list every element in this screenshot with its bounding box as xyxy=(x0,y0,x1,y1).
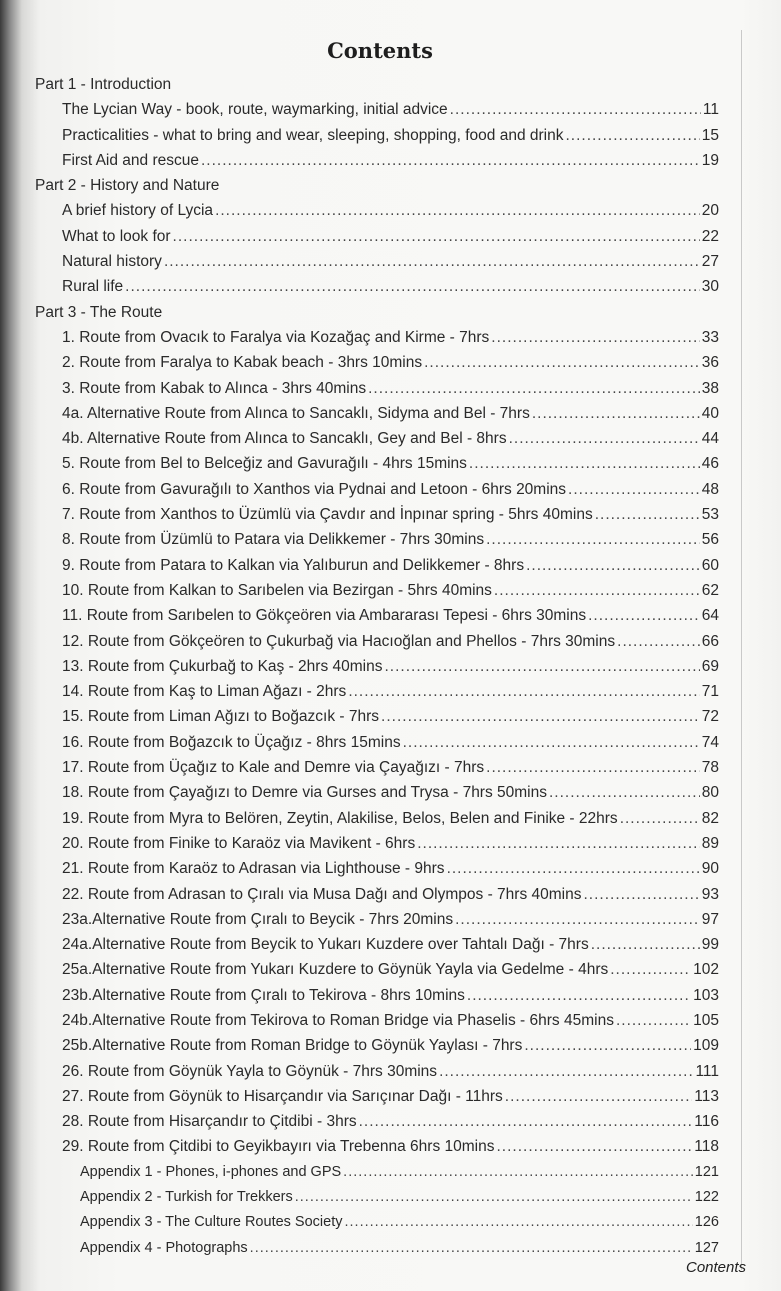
dot-leader xyxy=(439,1059,693,1084)
dot-leader xyxy=(295,1185,693,1210)
toc-entry-label: 19. Route from Myra to Belören, Zeytin, Alakilise, Belos, Belen and Finike - 22hrs xyxy=(62,809,618,827)
toc-page-number: 53 xyxy=(701,506,719,524)
toc-entry-label: 17. Route from Üçağız to Kale and Demre via Çayağızı - 7hrs xyxy=(62,759,485,777)
toc-entry-label: Part 3 - The Route xyxy=(35,303,163,321)
toc-entry xyxy=(35,224,719,249)
toc-entry xyxy=(35,401,719,426)
running-footer: Contents xyxy=(686,1259,747,1276)
toc-entry-label: Natural history xyxy=(62,253,162,271)
toc-entry xyxy=(35,1210,719,1235)
toc-entry xyxy=(35,123,719,148)
toc-entry-label: 13. Route from Çukurbağ to Kaş - 2hrs 40mins xyxy=(62,657,383,675)
dot-leader xyxy=(450,97,701,122)
toc-entry xyxy=(35,755,719,780)
toc-page-number: 48 xyxy=(701,480,719,498)
toc-entry-label: A brief history of Lycia xyxy=(62,202,214,220)
toc-entry-label: 4a. Alternative Route from Alınca to Sancaklı, Sidyma and Bel - 7hrs xyxy=(62,404,530,422)
toc-page-number: 127 xyxy=(694,1239,719,1256)
toc-page-number: 46 xyxy=(701,455,719,473)
toc-entry xyxy=(35,198,719,223)
toc-part-heading xyxy=(35,173,719,198)
toc-entry-label: 18. Route from Çayağızı to Demre via Gurses and Trysa - 7hrs 50mins xyxy=(62,784,547,802)
dot-leader xyxy=(494,578,700,603)
toc-page-number: 89 xyxy=(701,834,719,852)
toc-entry xyxy=(35,603,719,628)
toc-entry xyxy=(35,477,719,502)
toc-entry-label: 20. Route from Finike to Karaöz via Mavikent - 6hrs xyxy=(62,834,416,852)
toc-entry xyxy=(35,1134,719,1159)
toc-entry xyxy=(35,856,719,881)
dot-leader xyxy=(345,1210,693,1235)
toc-entry xyxy=(35,1008,719,1033)
toc-entry-label: 28. Route from Hisarçandır to Çitdibi - 3hrs xyxy=(62,1113,357,1131)
toc-page-number: 93 xyxy=(701,885,719,903)
toc-entry-label: 23a.Alternative Route from Çıralı to Beycik - 7hrs 20mins xyxy=(62,910,454,928)
toc-entry xyxy=(35,780,719,805)
toc-entry xyxy=(35,679,719,704)
toc-entry-label: Appendix 3 - The Culture Routes Society xyxy=(80,1214,343,1231)
toc-page-number: 66 xyxy=(701,632,719,650)
toc-page-number: 122 xyxy=(694,1189,719,1206)
toc-entry-label: 24b.Alternative Route from Tekirova to Roman Bridge via Phaselis - 6hrs 45mins xyxy=(62,1011,614,1029)
dot-leader xyxy=(125,274,700,299)
toc-page-number: 71 xyxy=(701,683,719,701)
toc-entry-label: Part 1 - Introduction xyxy=(35,76,172,93)
toc-entry-label: 4b. Alternative Route from Alınca to Sancaklı, Gey and Bel - 8hrs xyxy=(62,430,507,448)
toc-entry-label: What to look for xyxy=(62,227,171,245)
toc-entry-label: Appendix 4 - Photographs xyxy=(80,1239,248,1256)
toc-entry-label: The Lycian Way - book, route, waymarking, initial advice xyxy=(62,101,448,119)
dot-leader xyxy=(583,882,699,907)
toc-entry xyxy=(35,97,719,122)
toc-entry xyxy=(35,932,719,957)
toc-page-number: 30 xyxy=(701,278,719,296)
toc-entry-label: 25b.Alternative Route from Roman Bridge to Göynük Yaylası - 7hrs xyxy=(62,1037,523,1055)
toc-page-number: 116 xyxy=(694,1113,719,1131)
toc-entry-label: 27. Route from Göynük to Hisarçandır via Sarıçınar Dağı - 11hrs xyxy=(62,1087,503,1105)
toc-page-number: 118 xyxy=(694,1138,719,1156)
page-edge-line xyxy=(741,30,742,1270)
toc-entry xyxy=(35,983,719,1008)
dot-leader xyxy=(549,780,700,805)
dot-leader xyxy=(524,1033,691,1058)
toc-page-number: 19 xyxy=(701,151,719,169)
toc-page-number: 90 xyxy=(701,860,719,878)
dot-leader xyxy=(595,502,700,527)
dot-leader xyxy=(455,907,700,932)
toc-entry xyxy=(35,451,719,476)
dot-leader xyxy=(469,451,700,476)
toc-entry xyxy=(35,629,719,654)
toc-page-number: 11 xyxy=(702,101,719,119)
toc-page-number: 111 xyxy=(695,1062,719,1080)
toc-entry xyxy=(35,148,719,173)
toc-page-number: 97 xyxy=(701,910,719,928)
toc-entry xyxy=(35,704,719,729)
toc-page-number: 121 xyxy=(694,1163,719,1180)
toc-entry-label: Practicalities - what to bring and wear, sleeping, shopping, food and drink xyxy=(62,126,564,144)
toc-entry-label: 7. Route from Xanthos to Üzümlü via Çavdır and İnpınar spring - 5hrs 40mins xyxy=(62,506,593,524)
toc-entry xyxy=(35,426,719,451)
toc-entry xyxy=(35,1185,719,1210)
toc-page-number: 27 xyxy=(701,253,719,271)
toc-page-number: 74 xyxy=(701,733,719,751)
dot-leader xyxy=(486,527,700,552)
toc-entry xyxy=(35,1059,719,1084)
toc-page-number: 64 xyxy=(701,607,719,625)
toc-entry xyxy=(35,957,719,982)
dot-leader xyxy=(509,426,700,451)
toc-page-number: 20 xyxy=(701,202,719,220)
toc-page-number: 109 xyxy=(693,1037,719,1055)
toc-entry-label: 29. Route from Çitdibi to Geyikbayırı via Trebenna 6hrs 10mins xyxy=(62,1138,495,1156)
toc-entry-label: 15. Route from Liman Ağızı to Boğazcık - 7hrs xyxy=(62,708,380,726)
toc-page-number: 69 xyxy=(701,657,719,675)
toc-entry-label: 16. Route from Boğazcık to Üçağız - 8hrs 15mins xyxy=(62,733,401,751)
toc-page-number: 72 xyxy=(701,708,719,726)
toc-entry xyxy=(35,376,719,401)
toc-page-number: 126 xyxy=(694,1214,719,1231)
dot-leader xyxy=(467,983,691,1008)
toc-entry-label: 12. Route from Gökçeören to Çukurbağ via Hacıoğlan and Phellos - 7hrs 30mins xyxy=(62,632,616,650)
toc-entry-label: 14. Route from Kaş to Liman Ağazı - 2hrs xyxy=(62,683,347,701)
toc-page-number: 78 xyxy=(701,759,719,777)
table-of-contents xyxy=(35,72,719,1261)
toc-entry-label: 23b.Alternative Route from Çıralı to Tekirova - 8hrs 10mins xyxy=(62,986,465,1004)
toc-entry xyxy=(35,730,719,755)
dot-leader xyxy=(526,553,700,578)
dot-leader xyxy=(617,629,700,654)
dot-leader xyxy=(491,325,699,350)
dot-leader xyxy=(215,198,700,223)
dot-leader xyxy=(381,704,700,729)
toc-entry xyxy=(35,907,719,932)
toc-page-number: 82 xyxy=(701,809,719,827)
toc-entry-label: 22. Route from Adrasan to Çıralı via Musa Dağı and Olympos - 7hrs 40mins xyxy=(62,885,582,903)
dot-leader xyxy=(417,831,700,856)
toc-entry xyxy=(35,350,719,375)
dot-leader xyxy=(424,350,700,375)
toc-entry xyxy=(35,806,719,831)
toc-entry-label: 24a.Alternative Route from Beycik to Yukarı Kuzdere over Tahtalı Dağı - 7hrs xyxy=(62,936,589,954)
toc-part-heading xyxy=(35,72,719,97)
dot-leader xyxy=(173,224,700,249)
dot-leader xyxy=(250,1236,693,1261)
toc-entry xyxy=(35,654,719,679)
toc-entry xyxy=(35,1084,719,1109)
toc-entry-label: Appendix 2 - Turkish for Trekkers xyxy=(80,1189,293,1206)
dot-leader xyxy=(403,730,700,755)
dot-leader xyxy=(343,1160,693,1185)
dot-leader xyxy=(368,376,700,401)
toc-page-number: 105 xyxy=(693,1011,719,1029)
toc-entry-label: 11. Route from Sarıbelen to Gökçeören via Ambararası Tepesi - 6hrs 30mins xyxy=(62,607,587,625)
dot-leader xyxy=(610,957,691,982)
dot-leader xyxy=(588,603,700,628)
toc-page-number: 56 xyxy=(701,531,719,549)
dot-leader xyxy=(616,1008,691,1033)
dot-leader xyxy=(565,123,699,148)
toc-entry xyxy=(35,502,719,527)
toc-entry xyxy=(35,1236,719,1261)
toc-entry xyxy=(35,1160,719,1185)
toc-entry xyxy=(35,249,719,274)
dot-leader xyxy=(591,932,700,957)
dot-leader xyxy=(486,755,700,780)
toc-page-number: 102 xyxy=(693,961,719,979)
toc-page-number: 36 xyxy=(701,354,719,372)
toc-page-number: 113 xyxy=(694,1087,719,1105)
toc-entry xyxy=(35,831,719,856)
toc-entry-label: First Aid and rescue xyxy=(62,151,199,169)
toc-page-number: 80 xyxy=(701,784,719,802)
toc-entry-label: Part 2 - History and Nature xyxy=(35,177,220,195)
toc-entry-label: 9. Route from Patara to Kalkan via Yalıburun and Delikkemer - 8hrs xyxy=(62,556,525,574)
toc-entry-label: 5. Route from Bel to Belceğiz and Gavurağılı - 4hrs 15mins xyxy=(62,455,467,473)
toc-entry-label: 2. Route from Faralya to Kabak beach - 3hrs 10mins xyxy=(62,354,423,372)
toc-entry xyxy=(35,274,719,299)
dot-leader xyxy=(568,477,700,502)
toc-page-number: 99 xyxy=(701,936,719,954)
page-title: Contents xyxy=(327,38,433,63)
dot-leader xyxy=(201,148,700,173)
toc-page-number: 103 xyxy=(693,986,719,1004)
toc-entry-label: 3. Route from Kabak to Alınca - 3hrs 40mins xyxy=(62,379,367,397)
dot-leader xyxy=(348,679,699,704)
toc-page-number: 40 xyxy=(701,404,719,422)
dot-leader xyxy=(164,249,700,274)
toc-page-number: 15 xyxy=(701,126,719,144)
toc-page-number: 33 xyxy=(701,328,719,346)
toc-entry xyxy=(35,527,719,552)
toc-entry-label: 26. Route from Göynük Yayla to Göynük - 7hrs 30mins xyxy=(62,1062,438,1080)
toc-page-number: 22 xyxy=(701,227,719,245)
dot-leader xyxy=(505,1084,692,1109)
toc-entry xyxy=(35,325,719,350)
toc-entry xyxy=(35,882,719,907)
toc-entry xyxy=(35,1109,719,1134)
toc-entry xyxy=(35,1033,719,1058)
toc-entry-label: Appendix 1 - Phones, i-phones and GPS xyxy=(80,1163,342,1180)
toc-entry-label: Rural life xyxy=(62,278,124,296)
toc-entry-label: 25a.Alternative Route from Yukarı Kuzdere to Göynük Yayla via Gedelme - 4hrs xyxy=(62,961,609,979)
toc-entry-label: 21. Route from Karaöz to Adrasan via Lighthouse - 9hrs xyxy=(62,860,445,878)
toc-entry-label: 6. Route from Gavurağılı to Xanthos via Pydnai and Letoon - 6hrs 20mins xyxy=(62,480,567,498)
dot-leader xyxy=(532,401,700,426)
toc-part-heading xyxy=(35,300,719,325)
dot-leader xyxy=(447,856,700,881)
toc-page-number: 62 xyxy=(701,581,719,599)
toc-entry-label: 10. Route from Kalkan to Sarıbelen via Bezirgan - 5hrs 40mins xyxy=(62,581,492,599)
toc-entry xyxy=(35,553,719,578)
dot-leader xyxy=(359,1109,693,1134)
toc-entry-label: 1. Route from Ovacık to Faralya via Kozağaç and Kirme - 7hrs xyxy=(62,328,490,346)
dot-leader xyxy=(620,806,700,831)
toc-entry xyxy=(35,578,719,603)
toc-page-number: 38 xyxy=(701,379,719,397)
toc-page-number: 44 xyxy=(701,430,719,448)
dot-leader xyxy=(496,1134,692,1159)
toc-page-number: 60 xyxy=(701,556,719,574)
dot-leader xyxy=(384,654,699,679)
toc-entry-label: 8. Route from Üzümlü to Patara via Delikkemer - 7hrs 30mins xyxy=(62,531,485,549)
